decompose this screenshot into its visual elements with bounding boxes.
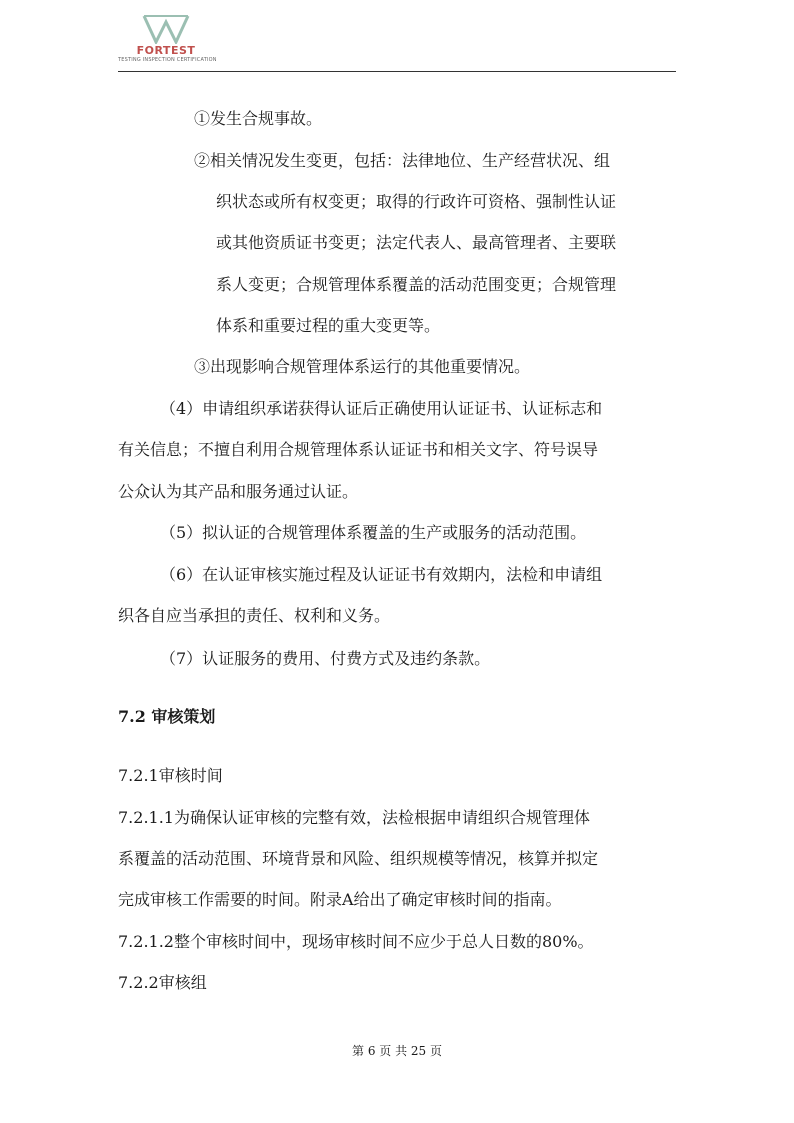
list-item: ③出现影响合规管理体系运行的其他重要情况。: [194, 357, 531, 376]
logo-name: FORTEST: [136, 44, 196, 57]
paragraph-line: 或其他资质证书变更；法定代表人、最高管理者、主要联: [216, 233, 617, 252]
paragraph-line: 织各自应当承担的责任、权利和义务。: [118, 606, 391, 625]
logo-tagline: TESTING INSPECTION CERTIFICATION: [118, 57, 217, 63]
page-header: [0, 0, 794, 80]
subsection-heading: 7.2.1审核时间: [118, 766, 223, 785]
paragraph-line: 系人变更；合规管理体系覆盖的活动范围变更；合规管理: [216, 275, 617, 294]
paragraph-line: 公众认为其产品和服务通过认证。: [118, 482, 359, 501]
paragraph-line: 完成审核工作需要的时间。附录A给出了确定审核时间的指南。: [118, 890, 562, 909]
paragraph-line: 织状态或所有权变更；取得的行政许可资格、强制性认证: [216, 192, 617, 211]
logo-mark-icon: [142, 14, 190, 44]
paragraph-line: 7.2.1.1为确保认证审核的完整有效，法检根据申请组织合规管理体: [118, 808, 590, 827]
paragraph-line: （4）申请组织承诺获得认证后正确使用认证证书、认证标志和: [160, 399, 603, 418]
section-heading: 7.2 审核策划: [118, 707, 216, 726]
paragraph-line: （5）拟认证的合规管理体系覆盖的生产或服务的活动范围。: [160, 523, 587, 542]
paragraph-line: 7.2.1.2整个审核时间中，现场审核时间不应少于总人日数的80%。: [118, 932, 594, 951]
company-logo: [118, 14, 217, 64]
paragraph-line: 体系和重要过程的重大变更等。: [216, 316, 441, 335]
paragraph-line: （7）认证服务的费用、付费方式及违约条款。: [160, 649, 491, 668]
header-divider: [118, 71, 676, 72]
subsection-heading: 7.2.2审核组: [118, 973, 207, 992]
list-item: ①发生合规事故。: [194, 109, 323, 128]
paragraph-line: 有关信息；不擅自利用合规管理体系认证证书和相关文字、符号误导: [118, 440, 599, 459]
paragraph-line: 系覆盖的活动范围、环境背景和风险、组织规模等情况，核算并拟定: [118, 849, 599, 868]
page-number: 第 6 页 共 25 页: [352, 1044, 442, 1058]
paragraph-line: （6）在认证审核实施过程及认证证书有效期内，法检和申请组: [160, 565, 603, 584]
list-item: ②相关情况发生变更，包括：法律地位、生产经营状况、组: [194, 151, 611, 170]
